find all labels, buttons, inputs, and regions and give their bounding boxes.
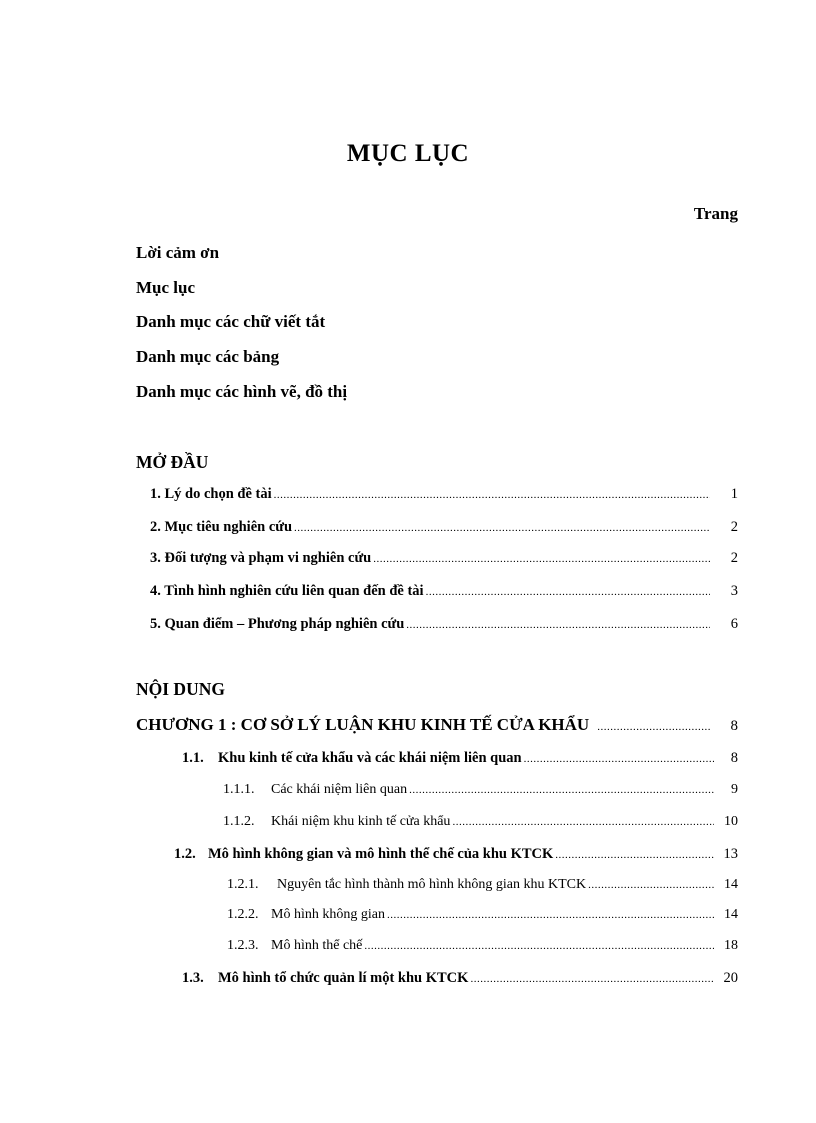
toc-subsection-number: 1.1.2. [223,814,255,829]
toc-subsection-text [227,877,586,893]
toc-section-text [182,970,468,987]
toc-subsection-text [227,938,362,954]
toc-section-page: 8 [730,750,738,766]
toc-subsection-text [223,814,450,830]
toc-subsection-entry [227,938,738,954]
page-title: MỤC LỤC [346,140,470,167]
toc-leader [364,940,714,952]
toc-subsection-number: 1.2.1. [227,877,259,892]
toc-section-title: Khu kinh tế cửa khẩu và các khái niệm liên quan [218,750,522,766]
toc-section-page: 13 [723,846,738,862]
toc-section-entry [182,970,738,987]
toc-entry-text: 4. Tình hình nghiên cứu liên quan đến đề tài [150,583,424,599]
toc-section-page: 20 [723,970,738,986]
toc-entry-page: 3 [730,583,738,599]
toc-subsection-entry [227,907,738,923]
toc-section-number: 1.2. [174,846,196,862]
intro-heading: MỞ ĐẦU [136,452,209,472]
toc-subsection-number: 1.2.3. [227,938,259,953]
toc-leader [373,553,710,565]
toc-subsection-title: Nguyên tắc hình thành mô hình không gian khu KTCK [277,877,587,892]
toc-entry-page: 1 [730,486,738,502]
toc-section-entry [174,846,738,863]
toc-entry-text: 1. Lý do chọn đề tài [150,486,272,502]
toc-section-number: 1.3. [182,970,204,986]
toc-entry-page: 6 [730,616,738,632]
toc-subsection-entry [223,782,738,798]
toc-leader [294,522,710,534]
toc-subsection-page: 18 [724,938,738,953]
toc-subsection-title: Mô hình thể chế [271,938,363,953]
toc-entry [150,583,738,600]
content-heading: NỘI DUNG [136,679,225,699]
toc-leader [274,489,710,501]
toc-leader [597,721,710,733]
toc-leader [387,909,714,921]
toc-section-entry [182,750,738,767]
toc-section-title: Mô hình tổ chức quản lí một khu KTCK [218,970,469,986]
toc-leader [555,849,714,861]
toc-leader [426,586,710,598]
toc-section-number: 1.1. [182,750,204,766]
front-matter-tables: Danh mục các bảng [136,347,280,366]
toc-leader [524,753,714,765]
toc-leader [470,973,714,985]
toc-entry-text: 2. Mục tiêu nghiên cứu [150,519,293,535]
toc-subsection-title: Các khái niệm liên quan [271,782,408,797]
toc-subsection-title: Mô hình không gian [271,907,385,922]
toc-subsection-page: 10 [724,814,738,829]
toc-subsection-page: 14 [724,907,738,922]
toc-entry-text: 5. Quan điểm – Phương pháp nghiên cứu [150,616,405,632]
front-matter-abbreviations: Danh mục các chữ viết tắt [136,312,326,331]
toc-section-text [182,750,522,767]
toc-leader [452,816,714,828]
toc-entry [150,486,738,503]
toc-subsection-entry [223,814,738,830]
toc-subsection-title: Khái niệm khu kinh tế cửa khẩu [271,814,451,829]
toc-subsection-page: 9 [731,782,738,797]
toc-subsection-number: 1.1.1. [223,782,255,797]
front-matter-figures: Danh mục các hình vẽ, đồ thị [136,382,348,401]
toc-entry [150,616,738,633]
toc-entry [150,550,738,567]
toc-subsection-text [227,907,385,923]
toc-subsection-entry [227,877,738,893]
toc-leader [588,879,714,891]
toc-chapter-entry [136,715,738,735]
front-matter-acknowledgements: Lời cảm ơn [136,243,220,262]
toc-chapter-text: CHƯƠNG 1 : CƠ SỞ LÝ LUẬN KHU KINH TẾ CỬA KHẨU [136,715,590,734]
toc-subsection-page: 14 [724,877,738,892]
toc-subsection-number: 1.2.2. [227,907,259,922]
front-matter-contents: Mục lục [136,278,196,297]
toc-section-title: Mô hình không gian và mô hình thể chế của khu KTCK [208,846,554,862]
toc-chapter-page: 8 [730,718,738,734]
toc-subsection-text [223,782,407,798]
toc-leader [406,619,710,631]
toc-entry [150,519,738,536]
toc-entry-page: 2 [730,519,738,535]
toc-entry-text: 3. Đối tượng và phạm vi nghiên cứu [150,550,372,566]
toc-leader [409,784,714,796]
page-column-label: Trang [693,204,738,223]
toc-entry-page: 2 [730,550,738,566]
toc-section-text [174,846,553,863]
